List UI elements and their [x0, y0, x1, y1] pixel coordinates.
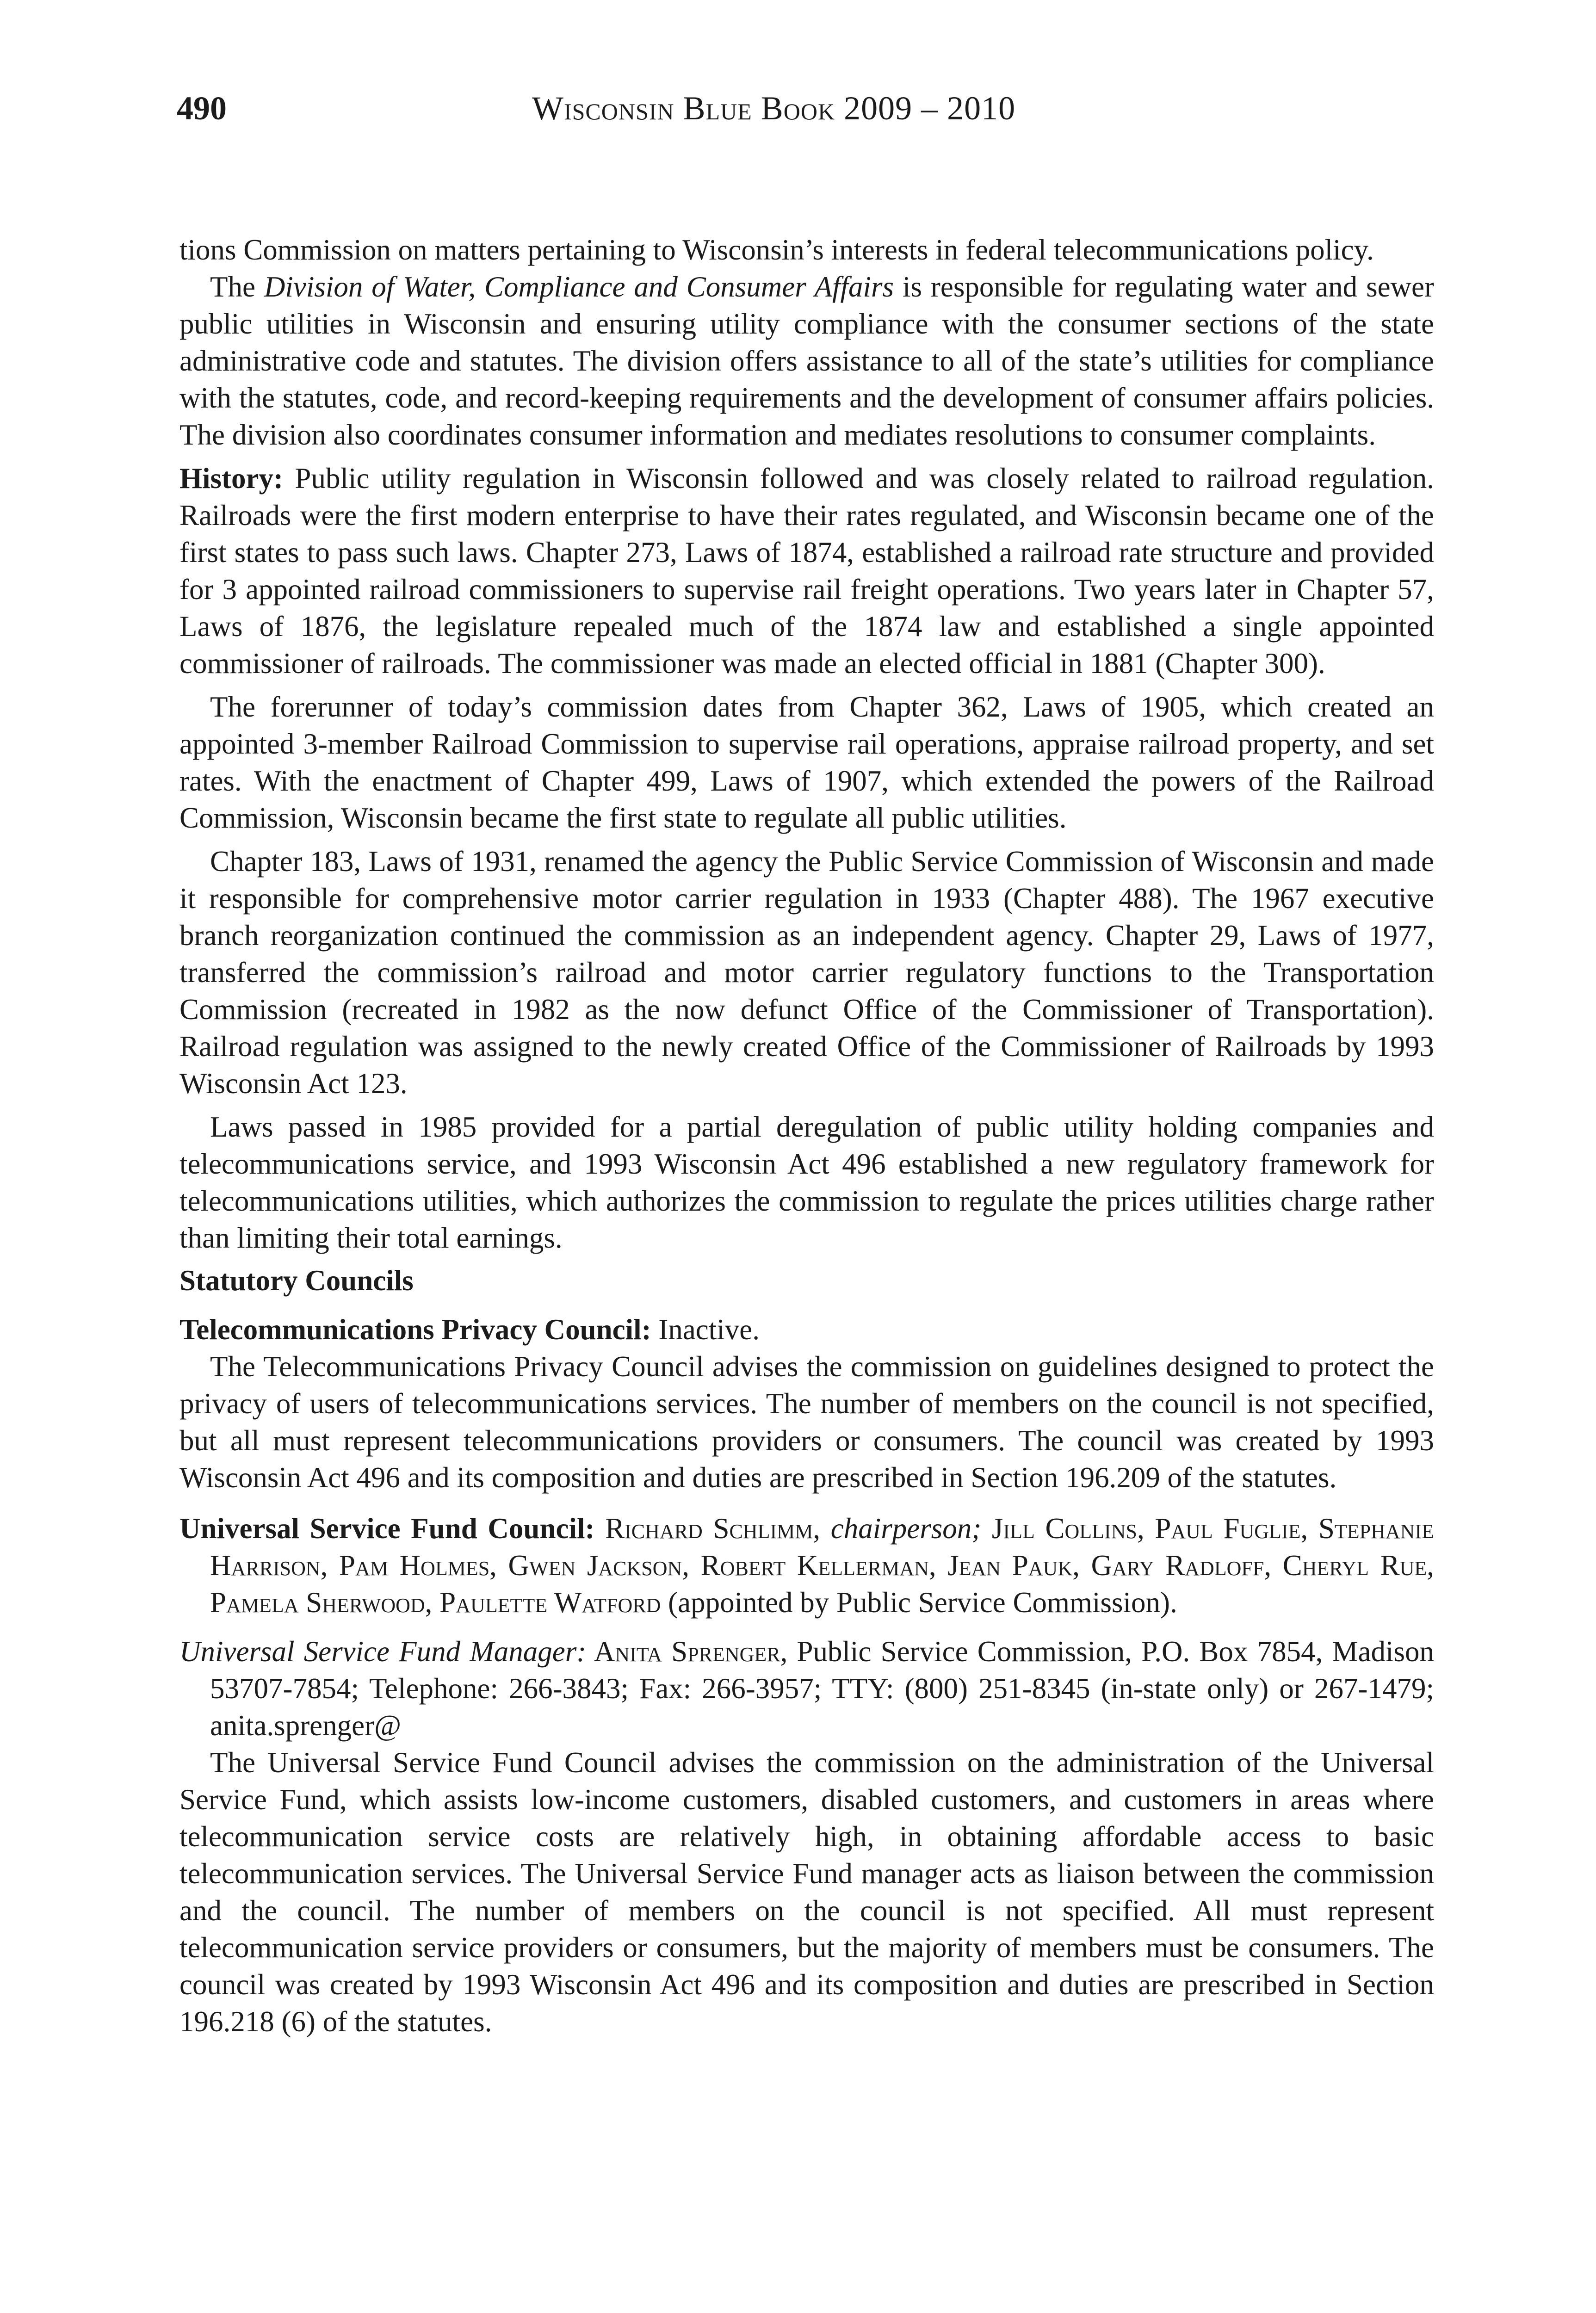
privacy-council-entry	[179, 1311, 1434, 1348]
division-name: Division of Water, Compliance and Consumer Affairs	[264, 271, 894, 303]
page-number: 490	[177, 90, 227, 127]
usf-chair-role: chairperson;	[820, 1512, 982, 1545]
usf-manager-label: Universal Service Fund Manager:	[179, 1635, 587, 1668]
paragraph-privacy-council: The Telecommunications Privacy Council advises the commission on guidelines designed to protect the privacy of users of telecommunications services. The number of members on the council is not specified, but all must represent telecommunications providers or consumers. The council was created by 1993 Wisconsin Act 496 and its composition and duties are prescribed in Section 196.209 of the statutes.	[179, 1350, 1434, 1494]
paragraph-history	[179, 460, 1434, 682]
page-body	[179, 231, 1434, 2040]
section-heading: Statutory Councils	[179, 1264, 414, 1297]
paragraph-text: is responsible for regulating water and sewer public utilities in Wisconsin and ensuring utility compliance with the consumer sections of the state administrative code and statutes. The division offers assistance to all of the state’s utilities for compliance with the statutes, code, and record-keeping requirements and the development of consumer affairs policies. The division also coordinates consumer information and mediates resolutions to consumer complaints.	[179, 271, 1434, 451]
privacy-council-status: Inactive.	[651, 1313, 760, 1346]
running-title: Wisconsin Blue Book 2009 – 2010	[532, 90, 1016, 127]
usf-chair-name: Richard Schlimm,	[594, 1512, 821, 1545]
paragraph-water-division	[179, 268, 1434, 453]
history-text: Public utility regulation in Wisconsin followed and was closely related to railroad regulation. Railroads were the first modern enterprise to have their rates regulated, and Wisconsin became one of the first states to pass such laws. Chapter 273, Laws of 1874, established a railroad rate structure and provided for 3 appointed railroad commissioners to supervise rail freight operations. Two years later in Chapter 57, Laws of 1876, the legislature repealed much of the 1874 law and established a single appointed commissioner of railroads. The commissioner was made an elected official in 1881 (Chapter 300).	[179, 462, 1434, 680]
paragraph-1985: Laws passed in 1985 provided for a partial deregulation of public utility holding companies and telecommunications service, and 1993 Wisconsin Act 496 established a new regulatory framework for telecommunications utilities, which authorizes the commission to regulate the prices utilities charge rather than limiting their total earnings.	[179, 1111, 1434, 1254]
history-label: History:	[179, 462, 283, 495]
privacy-council-label: Telecommunications Privacy Council:	[179, 1313, 651, 1346]
usf-manager-contact: Public Service Commission, P.O. Box 7854, Madison 53707-7854; Telephone: 266-3843; Fax: 266-3957; TTY: (800) 251-8345 (in-state only) or 267-1479; anita.sprenger@	[210, 1635, 1434, 1742]
paragraph-lead: The	[210, 271, 264, 303]
usf-members: Jill Collins, Paul Fuglie, Stephanie Harrison, Pam Holmes, Gwen Jackson, Robert Kellerman, Jean Pauk, Gary Radloff, Cheryl Rue, Pamela Sherwood, Paulette Watford	[210, 1512, 1434, 1619]
usf-manager-entry	[179, 1633, 1434, 1744]
paragraph-telecom-policy: tions Commission on matters pertaining to Wisconsin’s interests in federal telecommunications policy.	[179, 234, 1374, 266]
paragraph-1905: The forerunner of today’s commission dates from Chapter 362, Laws of 1905, which created an appointed 3-member Railroad Commission to supervise rail operations, appraise railroad property, and set rates. With the enactment of Chapter 499, Laws of 1907, which extended the powers of the Railroad Commission, Wisconsin became the first state to regulate all public utilities.	[179, 691, 1434, 834]
usf-council-entry	[179, 1510, 1434, 1621]
usf-council-label: Universal Service Fund Council:	[179, 1512, 595, 1545]
paragraph-usf-council: The Universal Service Fund Council advises the commission on the administration of the Universal Service Fund, which assists low-income customers, disabled customers, and customers in areas where telecommunication service costs are relatively high, in obtaining affordable access to basic telecommunication services. The Universal Service Fund manager acts as liaison between the commission and the council. The number of members on the council is not specified. All must represent telecommunication service providers or consumers, but the majority of members must be consumers. The council was created by 1993 Wisconsin Act 496 and its composition and duties are prescribed in Section 196.218 (6) of the statutes.	[179, 1746, 1434, 2038]
paragraph-1931: Chapter 183, Laws of 1931, renamed the agency the Public Service Commission of Wisconsin and made it responsible for comprehensive motor carrier regulation in 1933 (Chapter 488). The 1967 executive branch reorganization continued the commission as an independent agency. Chapter 29, Laws of 1977, transferred the commission’s railroad and motor carrier regulatory functions to the Transportation Commission (recreated in 1982 as the now defunct Office of the Commissioner of Transportation). Railroad regulation was assigned to the newly created Office of the Commissioner of Railroads by 1993 Wisconsin Act 123.	[179, 845, 1434, 1100]
usf-appointment: (appointed by Public Service Commission).	[661, 1586, 1177, 1619]
usf-manager-name: Anita Sprenger,	[586, 1635, 788, 1668]
